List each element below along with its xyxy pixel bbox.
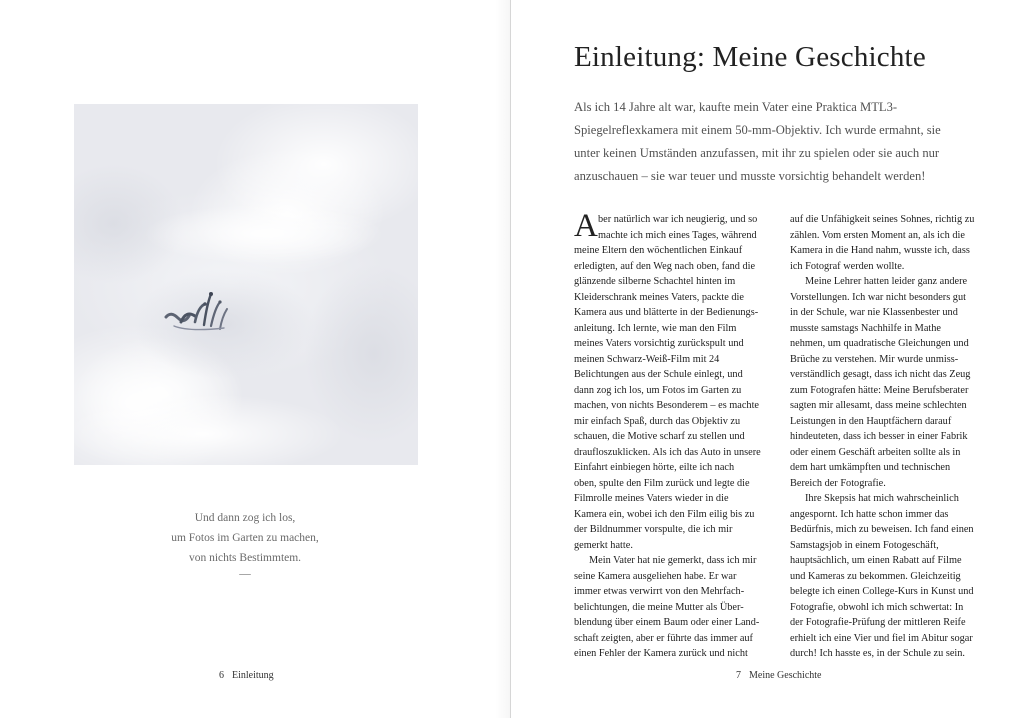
body-line: meines Vaters vorsichtig zurückspult und <box>574 338 744 349</box>
body-line: machen, von nichts Besonderem – es machte <box>574 400 760 411</box>
body-line: Belichtungen aus der Schule einlegt, und <box>574 369 743 380</box>
body-line: zum Fotografen hätte: Meine Berufsberater <box>790 384 969 396</box>
body-line: verständlich gesagt, dass ich nicht das Zeug <box>790 369 971 380</box>
body-line: Brüche zu verstehen. Mir wurde unmiss- <box>790 353 959 365</box>
body-line: anleitung. Ich lernte, wie man den Film <box>574 322 737 334</box>
page-gutter <box>510 0 511 718</box>
body-line: sagten mir allesamt, dass meine schlechten <box>790 400 967 411</box>
lead-line: unter keinen Umständen anzufassen, mit ihr zu spielen oder sie auch nur <box>574 146 940 160</box>
body-line: belichtungen, die meine Mutter als Über- <box>574 601 744 613</box>
flower-photo <box>74 104 418 465</box>
body-line: in der Schule, war nie Klassenbester und <box>790 307 958 318</box>
body-line: Vorstellungen. Ich war nicht besonders gut <box>790 291 966 303</box>
body-column-1 <box>574 208 770 662</box>
body-line: nehmen, um quadratische Gleichungen und <box>790 338 969 349</box>
body-line: der Fotografie-Prüfung der mittleren Reife <box>790 617 966 628</box>
body-line: Fotografie, obwohl ich mich schwertat: In <box>790 601 964 613</box>
body-line: Bedürfnis, mich zu beweisen. Ich fand einen <box>790 524 974 535</box>
body-line: immer etwas verwirrt von den Mehrfach- <box>574 586 745 597</box>
running-footer: Meine Geschichte <box>749 670 822 681</box>
body-line: glänzende silberne Schachtel hinten im <box>574 276 736 287</box>
chapter-title: Einleitung: Meine Geschichte <box>574 41 926 73</box>
lead-line: anzuschauen – sie war teuer und musste vorsichtig behandelt werden! <box>574 169 926 183</box>
photo-caption <box>150 508 340 580</box>
body-line: Filmrolle meines Vaters wieder in die <box>574 493 729 504</box>
body-line: machte ich mich eines Tages, während <box>598 229 757 241</box>
body-line: Leistungen in den Hauptfächern darauf <box>790 415 952 427</box>
body-line: Kamera aus und blätterte in der Bedienungs- <box>574 307 759 318</box>
body-line: erledigten, auf den Weg nach oben, fand die <box>574 260 756 272</box>
body-line: Meine Lehrer hatten leider ganz andere <box>805 276 968 287</box>
body-line: durch! Ich hasste es, in der Schule zu sein. <box>790 648 965 659</box>
body-line: Mein Vater hat nie gemerkt, dass ich mir <box>589 555 757 566</box>
body-line: blendung über einem Baum oder einer Land- <box>574 617 760 628</box>
body-column-2 <box>790 212 986 662</box>
page-number: 6 <box>219 670 224 681</box>
body-line: schauen, die Motive scharf zu stellen und <box>574 431 745 442</box>
body-line: Kleiderschrank meines Vaters, packte die <box>574 291 744 303</box>
body-line: ich Fotograf werden wollte. <box>790 260 905 272</box>
body-line: seine Kamera ausgeliehen habe. Er war <box>574 570 737 582</box>
body-line: Ihre Skepsis hat mich wahrscheinlich <box>805 493 959 504</box>
body-line: dann zog ich los, um Fotos im Garten zu <box>574 384 742 396</box>
lead-line: Spiegelreflexkamera mit einem 50-mm-Objektiv. Ich wurde ermahnt, sie <box>574 123 941 137</box>
body-line: draufloszuklicken. Als ich das Auto in unsere <box>574 446 761 458</box>
right-page-footer <box>736 670 821 681</box>
body-line: auf die Unfähigkeit seines Sohnes, richtig zu <box>790 214 975 225</box>
caption-line: von nichts Bestimmtem. <box>188 552 302 564</box>
left-page-footer <box>219 670 274 681</box>
caption-line: Und dann zog ich los, <box>194 512 296 524</box>
body-line: hauptsächlich, um einen Rabatt auf Filme <box>790 555 962 566</box>
caption-dash: — <box>239 568 251 580</box>
body-line: schaft zeigten, aber er führte das immer auf <box>574 632 753 644</box>
body-line: meine Eltern den wöchentlichen Einkauf <box>574 245 743 256</box>
body-line: der Bildnummer vorspulte, die ich mir <box>574 524 733 535</box>
body-line: und Kameras zu bekommen. Gleichzeitig <box>790 570 961 582</box>
body-line: mir einfach Spaß, durch das Objektiv zu <box>574 415 741 427</box>
body-line: oben, spulte den Film zurück und legte die <box>574 477 750 489</box>
body-line: dem hart umkämpften und technischen <box>790 462 951 473</box>
drop-cap: A <box>574 208 598 244</box>
body-line: meinen Schwarz-Weiß-Film mit 24 <box>574 353 720 365</box>
body-line: zählen. Vom ersten Moment an, als ich die <box>790 229 965 241</box>
caption-line: um Fotos im Garten zu machen, <box>171 532 319 544</box>
body-line: Samstagsjob in einem Fotogeschäft, <box>790 539 939 551</box>
lead-line: Als ich 14 Jahre alt war, kaufte mein Vater eine Praktica MTL3- <box>574 100 898 114</box>
body-line: musste samstags Nachhilfe in Mathe <box>790 322 941 334</box>
body-line: belegte ich einen College-Kurs in Kunst und <box>790 586 974 597</box>
body-line: Bereich der Fotografie. <box>790 477 886 489</box>
body-line: oder einem Geschäft arbeiten sollte als in <box>790 446 961 458</box>
body-line: Kamera ein, wobei ich den Film eilig bis zu <box>574 508 755 520</box>
gutter-shadow <box>495 0 510 718</box>
body-line: Einfahrt einbiegen hörte, eilte ich nach <box>574 462 735 473</box>
body-line: gemerkt hatte. <box>574 539 633 551</box>
body-line: angespornt. Ich hatte schon immer das <box>790 508 949 520</box>
lead-paragraph <box>574 96 954 188</box>
body-line: ber natürlich war ich neugierig, und so <box>598 214 758 225</box>
body-line: Kamera in die Hand nahm, wusste ich, dass <box>790 245 970 256</box>
flower-macro-image <box>74 104 418 465</box>
page-number: 7 <box>736 670 741 681</box>
running-footer: Einleitung <box>232 670 274 681</box>
body-line: erhielt ich eine Vier und fiel im Abitur sogar <box>790 632 973 644</box>
body-line: hindeuteten, dass ich besser in einer Fabrik <box>790 431 968 442</box>
body-line: einen Fehler der Kamera zurück und nicht <box>574 648 748 659</box>
